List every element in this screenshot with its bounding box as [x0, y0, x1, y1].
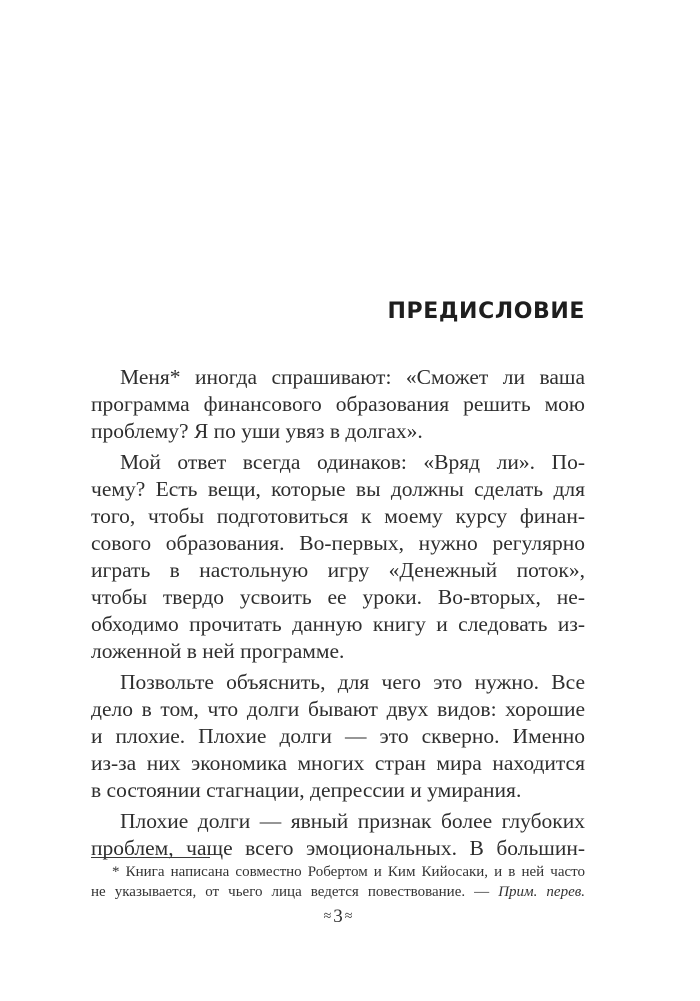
text-line: того, чтобы подготовиться к моему курсу финан- [91, 504, 585, 528]
text-line: чему? Есть вещи, которые вы должны сделать для [91, 477, 585, 501]
text-line: обходимо прочитать данную книгу и следовать из- [91, 612, 585, 636]
text-line: сового образования. Во-первых, нужно регулярно [91, 531, 585, 555]
text-line: играть в настольную игру «Денежный поток», [91, 558, 585, 582]
text-line: чтобы твердо усвоить ее уроки. Во-вторых, не- [91, 585, 585, 609]
text-line: проблем, чаще всего эмоциональных. В большин- [91, 836, 585, 860]
text-line: из-за них экономика многих стран мира находится [91, 751, 585, 775]
text-line: Меня* иногда спрашивают: «Сможет ли ваша [120, 365, 585, 389]
book-page [91, 0, 585, 1001]
paragraph-4 [91, 808, 585, 862]
page-number [91, 905, 585, 929]
text-line: проблему? Я по уши увяз в долгах». [91, 419, 423, 443]
footnote-line: * Книга написана совместно Робертом и Ким Кийосаки, и в ней часто [112, 864, 585, 880]
text-line: в состоянии стагнации, депрессии и умирания. [91, 778, 522, 802]
text-line: программа финансового образования решить мою [91, 392, 585, 416]
footnote-line [91, 882, 585, 902]
translator-note: Прим. перев. [498, 884, 585, 900]
paragraph-1 [91, 364, 585, 445]
ornament-right-icon: ≈ [344, 909, 353, 924]
text-line: Позвольте объяснить, для чего это нужно. Все [120, 670, 585, 694]
page-number-value: 3 [333, 906, 343, 927]
footnote [91, 862, 585, 902]
chapter-heading: ПРЕДИСЛОВИЕ [387, 299, 585, 324]
text-line: Мой ответ всегда одинаков: «Вряд ли». По- [120, 450, 585, 474]
text-line: Плохие долги — явный признак более глубоких [120, 809, 585, 833]
text-line: и плохие. Плохие долги — это скверно. Именно [91, 724, 585, 748]
footnote-divider [91, 857, 210, 858]
text-line: дело в том, что долги бывают двух видов: хорошие [91, 697, 585, 721]
paragraph-2 [91, 449, 585, 665]
paragraph-3 [91, 669, 585, 804]
ornament-left-icon: ≈ [323, 909, 332, 924]
body-text [91, 364, 585, 866]
text-line: ложенной в ней программе. [91, 639, 345, 663]
footnote-text: не указывается, от чьего лица ведется повествование. — [91, 884, 499, 900]
